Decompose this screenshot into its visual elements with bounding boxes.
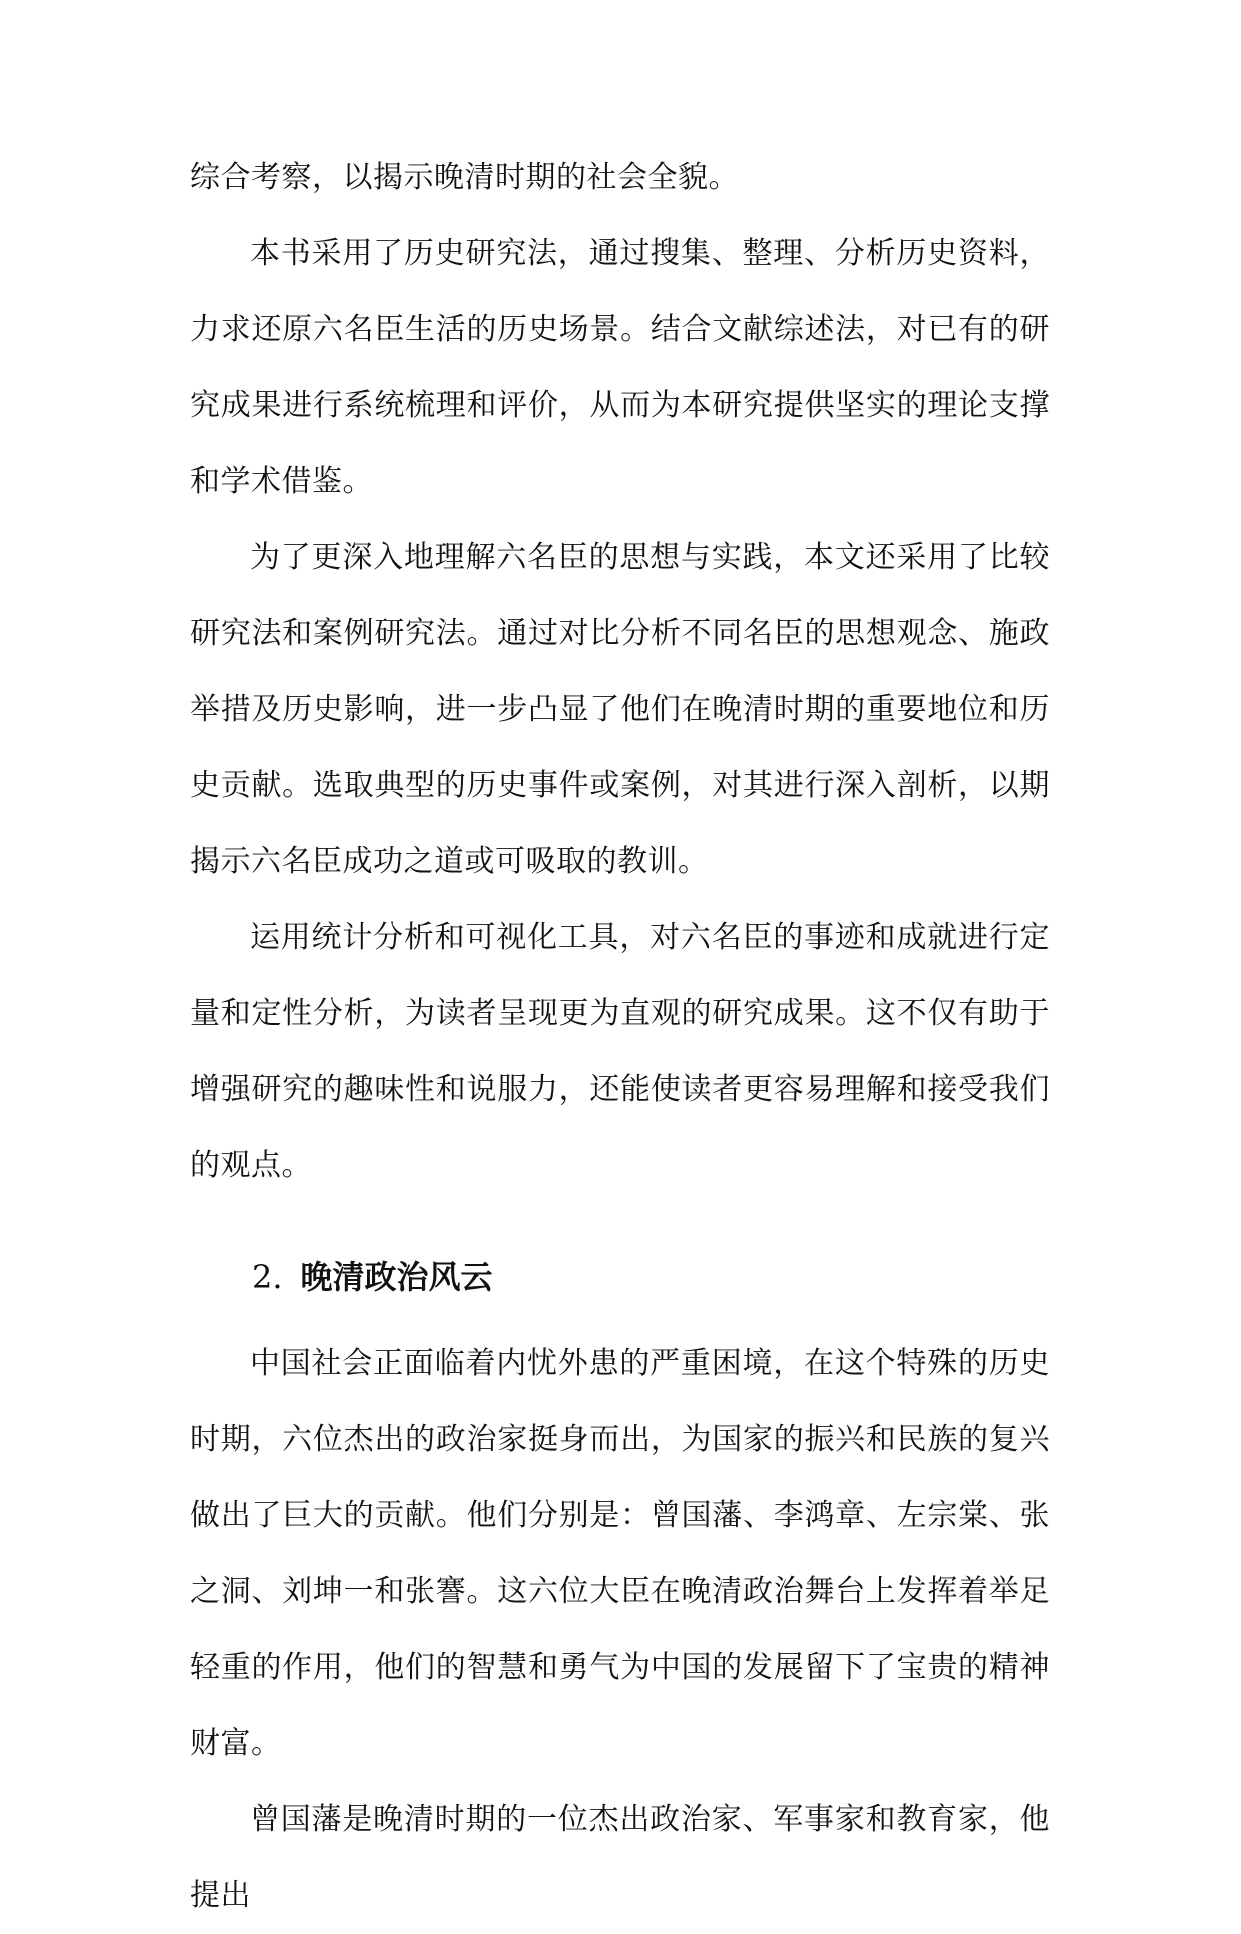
paragraph-statistical-analysis: 运用统计分析和可视化工具，对六名臣的事迹和成就进行定量和定性分析，为读者呈现更为直观的研究成果。这不仅有助于增强研究的趣味性和说服力，还能使读者更容易理解和接受我们的观点。 [190, 920, 1050, 1183]
paragraph-continuation: 综合考察，以揭示晚清时期的社会全貌。 [190, 160, 739, 195]
paragraph-six-statesmen: 中国社会正面临着内忧外患的严重困境，在这个特殊的历史时期，六位杰出的政治家挺身而出，为国家的振兴和民族的复兴做出了巨大的贡献。他们分别是：曾国藩、李鸿章、左宗棠、张之洞、刘坤一和张謇。这六位大臣在晚清政治舞台上发挥着举足轻重的作用，他们的智慧和勇气为中国的发展留下了宝贵的精神财富。 [190, 1346, 1050, 1761]
paragraph-zeng-guofan: 曾国藩是晚清时期的一位杰出政治家、军事家和教育家，他提出 [190, 1802, 1050, 1913]
section-heading [190, 1234, 1050, 1320]
paragraph-comparative-method: 为了更深入地理解六名臣的思想与实践，本文还采用了比较研究法和案例研究法。通过对比分析不同名臣的思想观念、施政举措及历史影响，进一步凸显了他们在晚清时期的重要地位和历史贡献。选取典型的历史事件或案例，对其进行深入剖析，以期揭示六名臣成功之道或可吸取的教训。 [190, 540, 1050, 879]
paragraph-research-method: 本书采用了历史研究法，通过搜集、整理、分析历史资料，力求还原六名臣生活的历史场景。结合文献综述法，对已有的研究成果进行系统梳理和评价，从而为本研究提供坚实的理论支撑和学术借鉴。 [190, 236, 1050, 499]
page-content [190, 140, 1050, 1934]
section-number: 2. [252, 1258, 283, 1296]
section-title: 晚清政治风云 [300, 1258, 493, 1296]
